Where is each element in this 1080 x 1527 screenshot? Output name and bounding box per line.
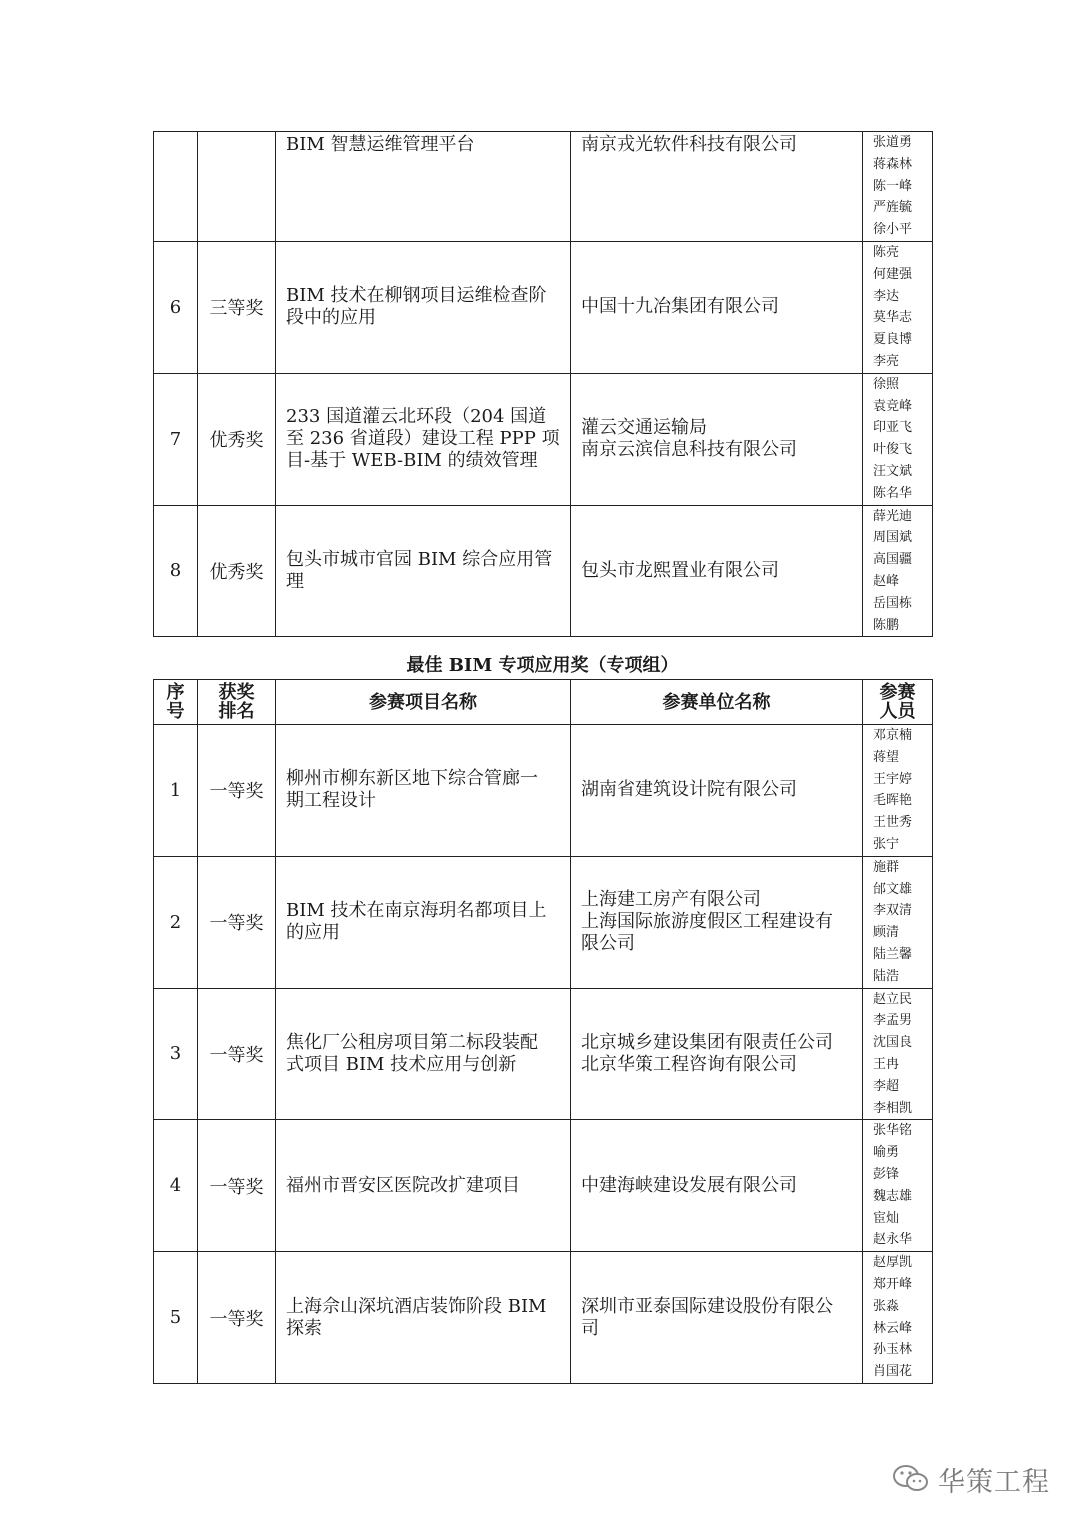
project-line: 233 国道灌云北环段（204 国道 (286, 406, 547, 428)
unit-line: 司 (581, 1317, 599, 1339)
participant-name: 王冉 (873, 1056, 900, 1072)
award-rank: 一等奖 (198, 725, 276, 857)
participant-name: 肖国花 (873, 1364, 913, 1380)
unit-line: 中国十九冶集团有限公司 (581, 296, 779, 318)
participant-name: 孙玉林 (873, 1342, 913, 1358)
project-line: 柳州市柳东新区地下综合管廊一 (286, 768, 538, 790)
unit-line: 灌云交通运输局 (581, 417, 707, 439)
row-number: 7 (154, 373, 198, 505)
participant-name: 蒋森林 (873, 156, 913, 172)
participant-name: 李亮 (873, 353, 900, 369)
participants (863, 988, 933, 1120)
participant-name: 施群 (873, 859, 900, 875)
project-line: 包头市城市官园 BIM 综合应用管 (286, 548, 553, 570)
header-no: 序 号 (154, 680, 198, 725)
participant-name: 叶俊飞 (873, 442, 913, 458)
participant-name: 印亚飞 (873, 420, 913, 436)
award-rank: 优秀奖 (198, 373, 276, 505)
table-row (154, 856, 933, 988)
participant-name: 王世秀 (873, 815, 913, 831)
participant-name: 林云峰 (873, 1320, 913, 1336)
unit-line: 中建海峡建设发展有限公司 (581, 1174, 797, 1196)
participant-name: 徐小平 (873, 222, 913, 238)
participant-name: 宦灿 (873, 1210, 900, 1226)
award-rank: 三等奖 (198, 242, 276, 374)
participant-name: 陆兰馨 (873, 946, 913, 962)
participant-name: 张淼 (873, 1298, 900, 1314)
unit-line: 湖南省建筑设计院有限公司 (581, 779, 797, 801)
project-line: BIM 技术在柳钢项目运维检查阶 (286, 285, 547, 307)
table-row (154, 988, 933, 1120)
participant-name: 高国疆 (873, 552, 913, 568)
participant-name: 彭锋 (873, 1166, 900, 1182)
project-line: 期工程设计 (286, 790, 376, 812)
project-line: BIM 智慧运维管理平台 (286, 134, 475, 155)
participant-name: 沈国良 (873, 1035, 913, 1051)
project-line: 至 236 省道段）建设工程 PPP 项 (286, 428, 560, 450)
participant-name: 李达 (873, 288, 900, 304)
header-project: 参赛项目名称 (276, 680, 571, 725)
unit-name (571, 242, 863, 374)
unit-line: 包头市龙熙置业有限公司 (581, 559, 779, 581)
project-line: 段中的应用 (286, 307, 376, 329)
participant-name: 李双清 (873, 903, 913, 919)
unit-line: 南京戎光软件科技有限公司 (581, 134, 797, 155)
row-number: 5 (154, 1252, 198, 1384)
project-name (276, 373, 571, 505)
participant-name: 张道勇 (873, 135, 913, 150)
header-award: 获奖 排名 (198, 680, 276, 725)
project-name (276, 505, 571, 637)
table-row (154, 725, 933, 857)
row-number: 4 (154, 1120, 198, 1252)
table-row (154, 132, 933, 242)
participant-name: 莫华志 (873, 310, 913, 326)
unit-line: 限公司 (581, 933, 635, 955)
unit-name (571, 988, 863, 1120)
participant-name: 赵立民 (873, 991, 913, 1007)
project-line: 探索 (286, 1317, 322, 1339)
participant-name: 王宇婷 (873, 771, 913, 787)
unit-name (571, 856, 863, 988)
header-people: 参赛 人员 (863, 680, 933, 725)
participant-name: 陈一峰 (873, 178, 913, 194)
participants (863, 132, 933, 242)
participant-name: 陈亮 (873, 245, 900, 260)
row-number (154, 132, 198, 242)
award-rank: 一等奖 (198, 988, 276, 1120)
participant-name: 严旌毓 (873, 200, 913, 216)
participant-name: 李超 (873, 1078, 900, 1094)
participant-name: 毛晖艳 (873, 793, 913, 809)
project-name (276, 988, 571, 1120)
project-line: 福州市晋安区医院改扩建项目 (286, 1174, 520, 1196)
participant-name: 郑开峰 (873, 1276, 913, 1292)
participant-name: 赵厚凯 (873, 1255, 913, 1271)
unit-name (571, 132, 863, 242)
unit-name (571, 1252, 863, 1384)
project-name (276, 1120, 571, 1252)
participant-name: 赵峰 (873, 573, 900, 589)
participant-name: 徐照 (873, 376, 900, 392)
participant-name: 夏良博 (873, 332, 913, 348)
participants (863, 373, 933, 505)
project-line: BIM 技术在南京海玥名都项目上 (286, 900, 547, 922)
participant-name: 邓京楠 (873, 728, 913, 743)
unit-name (571, 1120, 863, 1252)
watermark (892, 1462, 1050, 1496)
participants (863, 242, 933, 374)
participant-name: 顾清 (873, 925, 900, 941)
table-row (154, 373, 933, 505)
row-number: 6 (154, 242, 198, 374)
project-line: 上海佘山深坑酒店装饰阶段 BIM (286, 1295, 547, 1317)
participant-name: 李相凯 (873, 1100, 913, 1116)
unit-line: 北京城乡建设集团有限责任公司 (581, 1031, 833, 1053)
table-row (154, 242, 933, 374)
participants (863, 856, 933, 988)
project-line: 式项目 BIM 技术应用与创新 (286, 1053, 517, 1075)
row-number: 2 (154, 856, 198, 988)
project-name (276, 1252, 571, 1384)
unit-line: 上海国际旅游度假区工程建设有 (581, 911, 833, 933)
project-name (276, 132, 571, 242)
participant-name: 张华铭 (873, 1123, 913, 1139)
participant-name: 蒋望 (873, 749, 900, 765)
participants (863, 1120, 933, 1252)
participant-name: 魏志雄 (873, 1188, 913, 1204)
section-title: 最佳 BIM 专项应用奖（专项组） (406, 655, 679, 676)
award-rank: 一等奖 (198, 1252, 276, 1384)
participant-name: 薛光迪 (873, 508, 913, 524)
participants (863, 505, 933, 637)
row-number: 1 (154, 725, 198, 857)
unit-name (571, 725, 863, 857)
participant-name: 岳国栋 (873, 595, 913, 611)
project-line: 焦化厂公租房项目第二标段装配 (286, 1031, 538, 1053)
row-number: 8 (154, 505, 198, 637)
unit-line: 南京云滨信息科技有限公司 (581, 439, 797, 461)
table-row (154, 1120, 933, 1252)
table-row (154, 505, 933, 637)
participant-name: 周国斌 (873, 530, 913, 546)
participant-name: 李孟男 (873, 1013, 913, 1029)
unit-line: 深圳市亚泰国际建设股份有限公 (581, 1295, 833, 1317)
unit-line: 北京华策工程咨询有限公司 (581, 1053, 797, 1075)
awards-table-continued (153, 131, 933, 637)
participant-name: 陆浩 (873, 968, 900, 984)
award-rank: 一等奖 (198, 856, 276, 988)
award-rank: 优秀奖 (198, 505, 276, 637)
unit-name (571, 373, 863, 505)
participant-name: 张宁 (873, 836, 900, 852)
participants (863, 725, 933, 857)
header-unit: 参赛单位名称 (571, 680, 863, 725)
project-line: 理 (286, 570, 304, 592)
participant-name: 陈鹏 (873, 617, 900, 633)
participant-name: 邰文雄 (873, 881, 913, 897)
participant-name: 陈名华 (873, 485, 913, 501)
participant-name: 赵永华 (873, 1232, 913, 1248)
unit-name (571, 505, 863, 637)
project-name (276, 856, 571, 988)
award-rank (198, 132, 276, 242)
table-row (154, 1252, 933, 1384)
awards-table-special (153, 679, 933, 1384)
participant-name: 汪文斌 (873, 463, 913, 479)
participant-name: 何建强 (873, 266, 913, 282)
table-header-row (154, 680, 933, 725)
participant-name: 袁竞峰 (873, 398, 913, 414)
project-name (276, 242, 571, 374)
award-rank: 一等奖 (198, 1120, 276, 1252)
participant-name: 喻勇 (873, 1145, 900, 1161)
project-line: 目-基于 WEB-BIM 的绩效管理 (286, 450, 538, 472)
watermark-text: 华策工程 (938, 1466, 1050, 1498)
unit-line: 上海建工房产有限公司 (581, 889, 761, 911)
project-name (276, 725, 571, 857)
wechat-icon (892, 1463, 930, 1495)
project-line: 的应用 (286, 922, 340, 944)
row-number: 3 (154, 988, 198, 1120)
participants (863, 1252, 933, 1384)
